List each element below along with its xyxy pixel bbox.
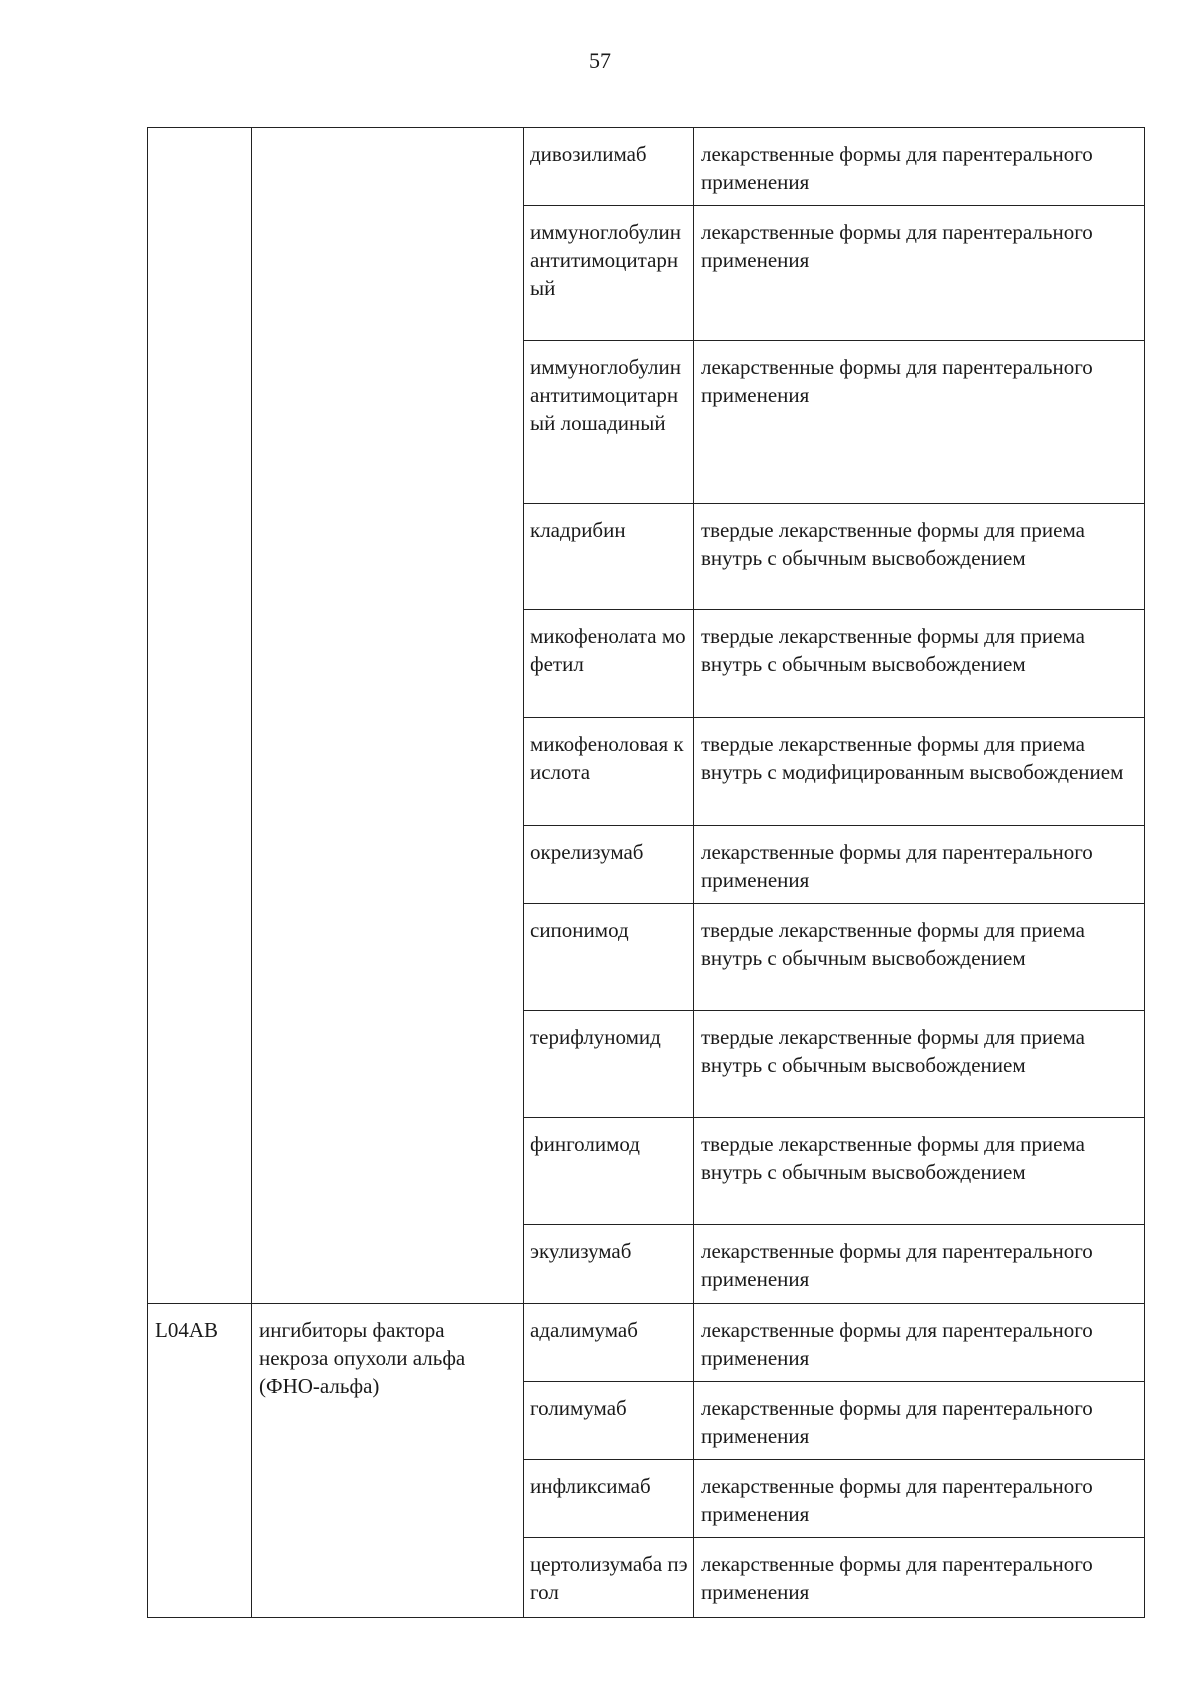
dosage-form: лекарственные формы для парентерального применения	[694, 341, 1145, 504]
group-name: ингибиторы фактора некроза опухоли альфа (ФНО-альфа)	[252, 1304, 524, 1618]
table-row	[148, 1304, 1145, 1382]
drug-table	[147, 127, 1145, 1618]
drug-name: адалимумаб	[524, 1304, 694, 1382]
dosage-form: твердые лекарственные формы для приема внутрь с модифицированным высвобождением	[694, 718, 1145, 826]
dosage-form: твердые лекарственные формы для приема внутрь с обычным высвобождением	[694, 904, 1145, 1011]
drug-name: иммуноглобулин антитимоцитарный лошадиный	[524, 341, 694, 504]
atc-code: L04AB	[148, 1304, 252, 1618]
dosage-form: лекарственные формы для парентерального применения	[694, 1382, 1145, 1460]
drug-name: кладрибин	[524, 504, 694, 610]
drug-name: экулизумаб	[524, 1225, 694, 1304]
dosage-form: лекарственные формы для парентерального применения	[694, 1225, 1145, 1304]
atc-code-cell-empty	[148, 128, 252, 1304]
drug-name: инфликсимаб	[524, 1460, 694, 1538]
drug-name: иммуноглобулин антитимоцитарный	[524, 206, 694, 341]
dosage-form: лекарственные формы для парентерального применения	[694, 826, 1145, 904]
page-number: 57	[589, 48, 611, 73]
table-row	[148, 128, 1145, 206]
drug-name: микофеноловая кислота	[524, 718, 694, 826]
group-name-cell-empty	[252, 128, 524, 1304]
dosage-form: твердые лекарственные формы для приема внутрь с обычным высвобождением	[694, 1011, 1145, 1118]
dosage-form: твердые лекарственные формы для приема внутрь с обычным высвобождением	[694, 1118, 1145, 1225]
dosage-form: лекарственные формы для парентерального применения	[694, 1304, 1145, 1382]
drug-name: сипонимод	[524, 904, 694, 1011]
drug-name: окрелизумаб	[524, 826, 694, 904]
drug-name: голимумаб	[524, 1382, 694, 1460]
dosage-form: лекарственные формы для парентерального применения	[694, 1538, 1145, 1618]
drug-name: дивозилимаб	[524, 128, 694, 206]
dosage-form: твердые лекарственные формы для приема внутрь с обычным высвобождением	[694, 504, 1145, 610]
drug-name: финголимод	[524, 1118, 694, 1225]
drug-name: микофенолата мофетил	[524, 610, 694, 718]
drug-name: цертолизумаба пэгол	[524, 1538, 694, 1618]
dosage-form: лекарственные формы для парентерального применения	[694, 1460, 1145, 1538]
dosage-form: лекарственные формы для парентерального применения	[694, 128, 1145, 206]
dosage-form: лекарственные формы для парентерального применения	[694, 206, 1145, 341]
drug-name: терифлуномид	[524, 1011, 694, 1118]
dosage-form: твердые лекарственные формы для приема внутрь с обычным высвобождением	[694, 610, 1145, 718]
